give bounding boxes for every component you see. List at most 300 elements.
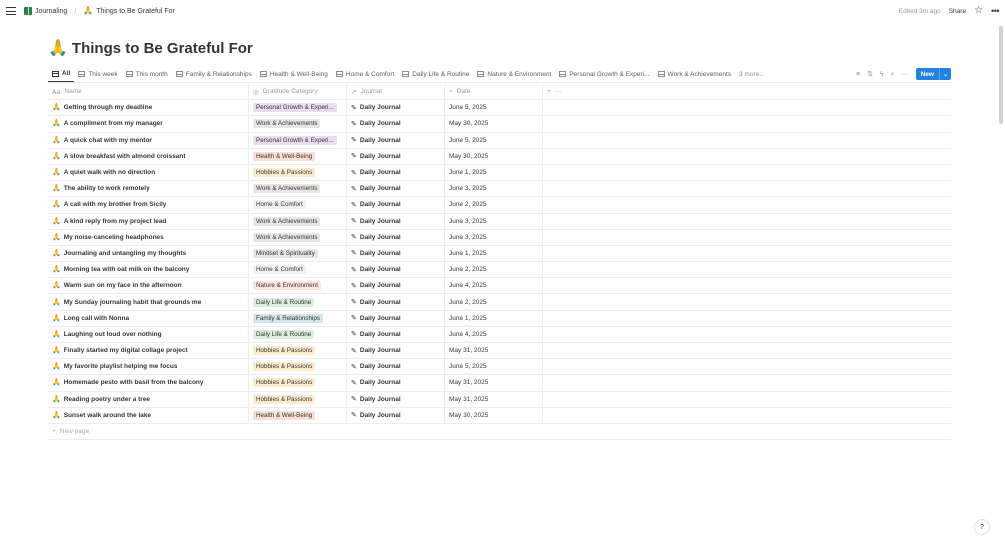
table-row[interactable] <box>48 294 951 310</box>
journal-label: Daily Journal <box>359 249 401 257</box>
tab-label: This week <box>88 70 118 78</box>
cell-date[interactable] <box>445 149 543 164</box>
cell-category[interactable] <box>249 165 347 180</box>
table-row[interactable] <box>48 262 951 278</box>
breadcrumb-journaling[interactable]: Journaling <box>35 7 68 15</box>
cell-category[interactable] <box>249 343 347 358</box>
cell-date[interactable] <box>445 246 543 261</box>
journal-link[interactable] <box>351 330 401 338</box>
journal-link[interactable] <box>351 217 401 225</box>
row-title[interactable]: A call with my brother from Sicily <box>63 201 167 209</box>
table-row[interactable] <box>48 375 951 391</box>
tab-label: Family & Relationships <box>185 70 252 78</box>
cell-date[interactable] <box>445 133 543 148</box>
table-view-icon <box>126 71 133 77</box>
sort-icon[interactable]: ⇅ <box>867 70 873 78</box>
table-row[interactable] <box>48 181 951 197</box>
cell-date[interactable] <box>445 262 543 277</box>
journal-label: Daily Journal <box>359 298 401 306</box>
table-row[interactable] <box>48 343 951 359</box>
journal-page-icon: ✎ <box>351 103 357 112</box>
praying-hands-icon: 🙏 <box>52 104 61 112</box>
cell-category[interactable] <box>249 116 347 131</box>
row-title[interactable]: My noise-canceling headphones <box>63 233 164 241</box>
tab-family-relationships[interactable] <box>172 66 256 82</box>
status-icon: ◎ <box>253 87 259 96</box>
journal-link[interactable] <box>351 201 401 209</box>
cell-name[interactable] <box>48 375 249 390</box>
journal-link[interactable] <box>351 233 401 241</box>
row-title[interactable]: My Sunday journaling habit that grounds me <box>63 298 202 306</box>
date-value: June 4, 2025 <box>449 282 487 290</box>
tab-home-comfort[interactable] <box>332 66 398 82</box>
cell-empty <box>543 408 951 423</box>
tab-label: This month <box>135 70 168 78</box>
category-tag: Daily Life & Routine <box>253 330 314 339</box>
journal-label: Daily Journal <box>359 120 401 128</box>
journal-label: Daily Journal <box>359 152 401 160</box>
table-view-icon <box>402 71 409 77</box>
cell-name[interactable] <box>48 359 249 374</box>
cell-empty <box>543 246 951 261</box>
journal-page-icon: ✎ <box>351 378 357 387</box>
row-title[interactable]: A quick chat with my mentor <box>63 136 152 144</box>
cell-name[interactable] <box>48 214 249 229</box>
date-value: June 2, 2025 <box>449 201 487 209</box>
praying-hands-icon: 🙏 <box>52 185 61 193</box>
cell-category[interactable] <box>249 327 347 342</box>
cell-date[interactable] <box>445 230 543 245</box>
row-title[interactable]: Sunset walk around the lake <box>63 411 152 419</box>
view-tabs <box>48 66 951 82</box>
cell-name[interactable] <box>48 327 249 342</box>
journal-label: Daily Journal <box>359 201 401 209</box>
breadcrumb-current-page[interactable]: Things to Be Grateful For <box>96 7 175 15</box>
cell-empty <box>543 343 951 358</box>
table-row[interactable] <box>48 392 951 408</box>
table-view-icon <box>260 71 267 77</box>
journal-label: Daily Journal <box>359 379 401 387</box>
plus-icon: + <box>52 427 56 435</box>
column-header-category[interactable] <box>249 84 347 99</box>
journal-label: Daily Journal <box>359 363 401 371</box>
praying-hands-icon: 🙏 <box>52 347 61 355</box>
cell-category[interactable] <box>249 392 347 407</box>
table-row[interactable] <box>48 278 951 294</box>
column-header-name[interactable] <box>48 84 249 99</box>
cell-category[interactable] <box>249 262 347 277</box>
journal-label: Daily Journal <box>359 282 401 290</box>
journal-link[interactable] <box>351 185 401 193</box>
journal-link[interactable] <box>351 379 401 387</box>
date-value: June 2, 2025 <box>449 266 487 274</box>
category-tag: Family & Relationships <box>253 314 323 323</box>
cell-journal[interactable] <box>347 116 445 131</box>
cell-empty <box>543 230 951 245</box>
edited-timestamp: Edited 3m ago <box>898 7 941 15</box>
category-tag: Mindset & Spirituality <box>253 249 318 258</box>
cell-empty <box>543 116 951 131</box>
journal-link[interactable] <box>351 282 401 290</box>
journal-label: Daily Journal <box>359 136 401 144</box>
cell-empty <box>543 149 951 164</box>
more-options-icon[interactable]: ••• <box>991 6 999 16</box>
journal-label: Daily Journal <box>359 314 401 322</box>
tab-nature-environment[interactable] <box>473 66 555 82</box>
tab-this-week[interactable] <box>74 66 121 82</box>
date-value: June 3, 2025 <box>449 185 487 193</box>
praying-hands-icon: 🙏 <box>52 411 61 419</box>
row-title[interactable]: Finally started my digital collage project <box>63 347 188 355</box>
table-row[interactable] <box>48 246 951 262</box>
category-tag: Work & Achievements <box>253 184 320 193</box>
column-label: Name <box>64 88 82 96</box>
cell-date[interactable] <box>445 165 543 180</box>
table-row[interactable] <box>48 133 951 149</box>
cell-date[interactable] <box>445 278 543 293</box>
table-view-icon <box>52 71 59 77</box>
row-title[interactable]: My favorite playlist helping me focus <box>63 363 178 371</box>
cell-category[interactable] <box>249 408 347 423</box>
tab-work-achievements[interactable] <box>654 66 735 82</box>
journal-label: Daily Journal <box>359 266 401 274</box>
table-header <box>48 84 951 100</box>
journal-label: Daily Journal <box>359 411 401 419</box>
journal-link[interactable] <box>351 347 401 355</box>
cell-empty <box>543 262 951 277</box>
cell-name[interactable] <box>48 100 249 115</box>
row-title[interactable]: A kind reply from my project lead <box>63 217 167 225</box>
cell-journal[interactable] <box>347 100 445 115</box>
cell-date[interactable] <box>445 327 543 342</box>
column-label: Gratitude Category <box>262 88 318 96</box>
row-title[interactable]: Laughing out loud over nothing <box>63 330 162 338</box>
column-header-date[interactable] <box>445 84 543 99</box>
cell-journal[interactable] <box>347 262 445 277</box>
row-title[interactable]: A slow breakfast with almond croissant <box>63 152 186 160</box>
filter-icon[interactable]: ≡ <box>855 70 861 78</box>
table-view-icon <box>477 71 484 77</box>
table-view-icon <box>78 71 85 77</box>
search-icon[interactable]: ⌕ <box>890 70 895 78</box>
cell-category[interactable] <box>249 278 347 293</box>
cell-date[interactable] <box>445 311 543 326</box>
journal-link[interactable] <box>351 411 401 419</box>
book-icon <box>24 7 32 15</box>
table-view-icon <box>176 71 183 77</box>
date-value: May 31, 2025 <box>449 379 489 387</box>
new-page-row[interactable] <box>48 424 951 440</box>
cell-category[interactable] <box>249 375 347 390</box>
cell-journal[interactable] <box>347 343 445 358</box>
tab-label: Daily Life & Routine <box>412 70 470 78</box>
cell-empty <box>543 294 951 309</box>
row-title[interactable]: The ability to work remotely <box>63 185 150 193</box>
cell-date[interactable] <box>445 214 543 229</box>
journal-page-icon: ✎ <box>351 233 357 242</box>
new-page-label: New page <box>59 427 90 435</box>
cell-journal[interactable] <box>347 294 445 309</box>
page-title-text[interactable]: Things to Be Grateful For <box>71 40 253 57</box>
table-row[interactable] <box>48 214 951 230</box>
praying-hands-icon: 🙏 <box>83 6 94 15</box>
cell-name[interactable] <box>48 116 249 131</box>
category-tag: Personal Growth & Experi... <box>253 136 337 145</box>
journal-label: Daily Journal <box>359 395 401 403</box>
cell-journal[interactable] <box>347 327 445 342</box>
praying-hands-icon: 🙏 <box>52 120 61 128</box>
journal-link[interactable] <box>351 395 401 403</box>
journal-link[interactable] <box>351 266 401 274</box>
category-tag: Home & Comfort <box>253 265 306 274</box>
column-header-actions <box>543 84 951 99</box>
category-tag: Work & Achievements <box>253 119 320 128</box>
cell-date[interactable] <box>445 100 543 115</box>
table-row[interactable] <box>48 327 951 343</box>
category-tag: Daily Life & Routine <box>253 298 314 307</box>
journal-link[interactable] <box>351 314 401 322</box>
category-tag: Nature & Environment <box>253 281 321 290</box>
cell-empty <box>543 133 951 148</box>
table-row[interactable] <box>48 197 951 213</box>
praying-hands-icon: 🙏 <box>52 249 61 257</box>
cell-name[interactable] <box>48 311 249 326</box>
cell-journal[interactable] <box>347 359 445 374</box>
row-title[interactable]: Morning tea with oat milk on the balcony <box>63 266 190 274</box>
row-title[interactable]: Getting through my deadline <box>63 104 153 112</box>
praying-hands-icon: 🙏 <box>52 136 61 144</box>
date-value: May 30, 2025 <box>449 411 489 419</box>
tab-personal-growth-experi[interactable] <box>555 66 653 82</box>
add-column-icon[interactable]: + <box>547 88 551 96</box>
column-options-icon[interactable]: ··· <box>554 88 562 96</box>
text-type-icon: Aa <box>52 87 61 96</box>
cell-date[interactable] <box>445 375 543 390</box>
database-table <box>48 84 951 440</box>
journal-page-icon: ✎ <box>351 249 357 258</box>
cell-category[interactable] <box>249 181 347 196</box>
journal-page-icon: ✎ <box>351 119 357 128</box>
table-row[interactable] <box>48 149 951 165</box>
journal-page-icon: ✎ <box>351 265 357 274</box>
cell-journal[interactable] <box>347 246 445 261</box>
scrollbar-thumb[interactable] <box>999 26 1003 124</box>
journal-link[interactable] <box>351 169 401 177</box>
cell-category[interactable] <box>249 359 347 374</box>
cell-name[interactable] <box>48 408 249 423</box>
relation-arrow-icon: ↗ <box>351 87 357 96</box>
cell-journal[interactable] <box>347 165 445 180</box>
praying-hands-icon: 🙏 <box>52 395 61 403</box>
journal-page-icon: ✎ <box>351 184 357 193</box>
category-tag: Work & Achievements <box>253 217 320 226</box>
journal-label: Daily Journal <box>359 217 401 225</box>
table-row[interactable] <box>48 116 951 132</box>
cell-empty <box>543 197 951 212</box>
favorite-star-icon[interactable]: ☆ <box>974 5 984 16</box>
tab-label: Personal Growth & Experi... <box>569 70 650 78</box>
cell-name[interactable] <box>48 278 249 293</box>
journal-page-icon: ✎ <box>351 136 357 145</box>
journal-link[interactable] <box>351 120 401 128</box>
table-row[interactable] <box>48 408 951 424</box>
cell-journal[interactable] <box>347 230 445 245</box>
category-tag: Work & Achievements <box>253 233 320 242</box>
row-title[interactable]: Homemade pesto with basil from the balcony <box>63 379 204 387</box>
cell-empty <box>543 375 951 390</box>
tab-this-month[interactable] <box>122 66 172 82</box>
journal-label: Daily Journal <box>359 169 401 177</box>
row-title[interactable]: A quiet walk with no direction <box>63 169 156 177</box>
cell-name[interactable] <box>48 294 249 309</box>
top-bar <box>0 0 1005 22</box>
cell-category[interactable] <box>249 100 347 115</box>
date-value: June 2, 2025 <box>449 298 487 306</box>
cell-journal[interactable] <box>347 214 445 229</box>
sidebar-toggle-icon[interactable] <box>6 7 16 15</box>
journal-link[interactable] <box>351 249 401 257</box>
journal-page-icon: ✎ <box>351 411 357 420</box>
cell-journal[interactable] <box>347 278 445 293</box>
cell-journal[interactable] <box>347 392 445 407</box>
cell-empty <box>543 327 951 342</box>
journal-page-icon: ✎ <box>351 314 357 323</box>
praying-hands-icon: 🙏 <box>52 169 61 177</box>
share-button[interactable]: Share <box>948 7 967 15</box>
cell-journal[interactable] <box>347 408 445 423</box>
table-row[interactable] <box>48 359 951 375</box>
category-tag: Hobbies & Passions <box>253 168 315 177</box>
cell-name[interactable] <box>48 133 249 148</box>
tabs-divider <box>48 82 951 83</box>
cell-category[interactable] <box>249 133 347 148</box>
cell-journal[interactable] <box>347 181 445 196</box>
search-icon: ⌕ <box>449 87 453 96</box>
new-button-label[interactable]: New <box>920 70 934 78</box>
cell-date[interactable] <box>445 343 543 358</box>
category-tag: Home & Comfort <box>253 200 306 209</box>
journal-link[interactable] <box>351 363 401 371</box>
cell-name[interactable] <box>48 392 249 407</box>
cell-date[interactable] <box>445 392 543 407</box>
cell-journal[interactable] <box>347 133 445 148</box>
column-label: Journal <box>360 88 382 96</box>
table-row[interactable] <box>48 100 951 116</box>
cell-empty <box>543 165 951 180</box>
cell-date[interactable] <box>445 294 543 309</box>
row-title[interactable]: Warm sun on my face in the afternoon <box>63 282 182 290</box>
table-row[interactable] <box>48 165 951 181</box>
cell-name[interactable] <box>48 149 249 164</box>
journal-page-icon: ✎ <box>351 200 357 209</box>
more-views-button[interactable]: 3 more... <box>739 70 765 78</box>
journal-link[interactable] <box>351 136 401 144</box>
date-value: June 1, 2025 <box>449 314 487 322</box>
cell-date[interactable] <box>445 197 543 212</box>
page-icon[interactable]: 🙏 <box>48 39 68 57</box>
cell-name[interactable] <box>48 181 249 196</box>
row-title[interactable]: Journaling and untangling my thoughts <box>63 249 187 257</box>
journal-page-icon: ✎ <box>351 152 357 161</box>
table-row[interactable] <box>48 230 951 246</box>
cell-category[interactable] <box>249 230 347 245</box>
date-value: June 1, 2025 <box>449 169 487 177</box>
cell-category[interactable] <box>249 149 347 164</box>
cell-name[interactable] <box>48 246 249 261</box>
praying-hands-icon: 🙏 <box>52 379 61 387</box>
journal-page-icon: ✎ <box>351 217 357 226</box>
category-tag: Hobbies & Passions <box>253 378 315 387</box>
praying-hands-icon: 🙏 <box>52 266 61 274</box>
cell-name[interactable] <box>48 165 249 180</box>
date-value: June 3, 2025 <box>449 217 487 225</box>
cell-journal[interactable] <box>347 375 445 390</box>
cell-empty <box>543 181 951 196</box>
table-row[interactable] <box>48 311 951 327</box>
journal-link[interactable] <box>351 104 401 112</box>
automation-icon[interactable]: ϟ <box>879 70 884 78</box>
cell-empty <box>543 392 951 407</box>
view-settings-icon[interactable]: ··· <box>901 70 909 78</box>
journal-label: Daily Journal <box>359 347 401 355</box>
row-title[interactable]: A compliment from my manager <box>63 120 163 128</box>
cell-name[interactable] <box>48 262 249 277</box>
help-icon[interactable]: ? <box>975 520 989 534</box>
date-value: May 31, 2025 <box>449 395 489 403</box>
date-value: June 5, 2025 <box>449 363 487 371</box>
journal-link[interactable] <box>351 152 401 160</box>
cell-date[interactable] <box>445 181 543 196</box>
cell-empty <box>543 278 951 293</box>
breadcrumb <box>24 7 175 15</box>
column-header-journal[interactable] <box>347 84 445 99</box>
tab-health-well-being[interactable] <box>256 66 332 82</box>
category-tag: Hobbies & Passions <box>253 346 315 355</box>
cell-category[interactable] <box>249 197 347 212</box>
page-title[interactable] <box>48 40 253 57</box>
cell-date[interactable] <box>445 116 543 131</box>
cell-journal[interactable] <box>347 197 445 212</box>
new-button[interactable] <box>916 68 951 80</box>
journal-page-icon: ✎ <box>351 298 357 307</box>
journal-link[interactable] <box>351 298 401 306</box>
cell-journal[interactable] <box>347 311 445 326</box>
cell-name[interactable] <box>48 197 249 212</box>
cell-journal[interactable] <box>347 149 445 164</box>
cell-category[interactable] <box>249 294 347 309</box>
cell-category[interactable] <box>249 214 347 229</box>
tab-daily-life-routine[interactable] <box>398 66 473 82</box>
praying-hands-icon: 🙏 <box>52 330 61 338</box>
category-tag: Hobbies & Passions <box>253 395 315 404</box>
cell-name[interactable] <box>48 343 249 358</box>
tab-label: Nature & Environment <box>487 70 552 78</box>
journal-page-icon: ✎ <box>351 362 357 371</box>
row-title[interactable]: Reading poetry under a tree <box>63 395 151 403</box>
table-view-icon <box>559 71 566 77</box>
tab-all[interactable] <box>48 66 74 82</box>
cell-category[interactable] <box>249 311 347 326</box>
cell-name[interactable] <box>48 230 249 245</box>
cell-date[interactable] <box>445 359 543 374</box>
cell-category[interactable] <box>249 246 347 261</box>
row-title[interactable]: Long call with Nonna <box>63 314 130 322</box>
date-value: June 1, 2025 <box>449 249 487 257</box>
chevron-down-icon[interactable]: ⌄ <box>939 68 951 80</box>
journal-label: Daily Journal <box>359 185 401 193</box>
category-tag: Hobbies & Passions <box>253 362 315 371</box>
cell-date[interactable] <box>445 408 543 423</box>
